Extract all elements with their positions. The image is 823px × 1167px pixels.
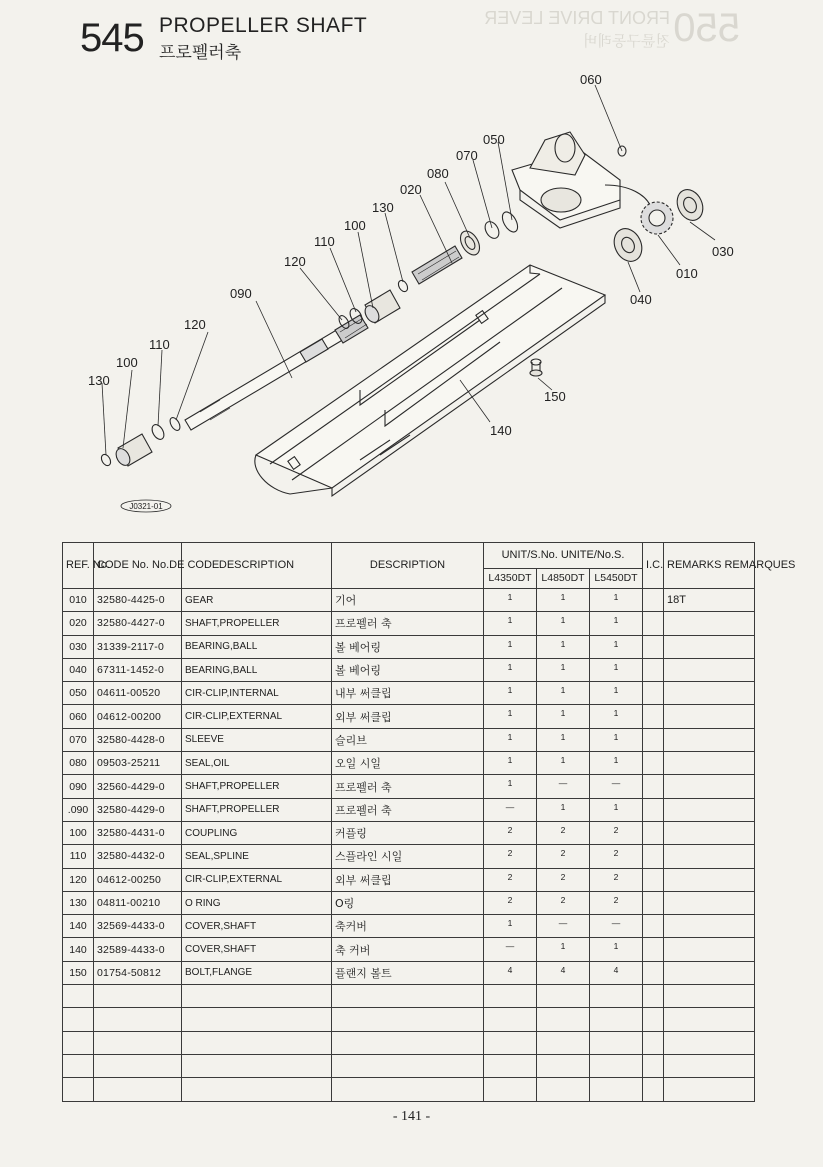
callout-070: 070 bbox=[456, 148, 478, 163]
code-cell: 32580-4427-0 bbox=[94, 612, 182, 635]
table-row bbox=[63, 752, 755, 775]
table-row bbox=[63, 868, 755, 891]
remarks-cell bbox=[664, 821, 755, 844]
remarks-cell bbox=[664, 1031, 755, 1054]
ref-cell: 030 bbox=[63, 635, 94, 658]
qty-l4850dt-cell: 2 bbox=[537, 845, 590, 868]
ref-cell: 100 bbox=[63, 821, 94, 844]
ref-cell: 040 bbox=[63, 658, 94, 681]
qty-l4850dt-cell: 1 bbox=[537, 705, 590, 728]
qty-l4850dt-cell: — bbox=[537, 775, 590, 798]
remarks-cell bbox=[664, 1054, 755, 1077]
qty-l4850dt-cell: 2 bbox=[537, 891, 590, 914]
table-row bbox=[63, 938, 755, 961]
section-number: 545 bbox=[80, 16, 144, 60]
gear-housing bbox=[512, 132, 650, 228]
ic-cell bbox=[643, 1031, 664, 1054]
page-number: - 141 - bbox=[392, 1109, 431, 1124]
description-en-cell: BEARING,BALL bbox=[182, 635, 332, 658]
table-row bbox=[63, 821, 755, 844]
remarks-cell bbox=[664, 728, 755, 751]
qty-l4350dt-cell: 2 bbox=[484, 868, 537, 891]
qty-l5450dt-cell bbox=[590, 1078, 643, 1101]
ref-cell: 130 bbox=[63, 891, 94, 914]
code-cell bbox=[94, 1054, 182, 1077]
code-cell: 31339-2117-0 bbox=[94, 635, 182, 658]
description-en-cell: CIR-CLIP,EXTERNAL bbox=[182, 868, 332, 891]
header-unit: UNIT/S.No. UNITE/No.S. bbox=[484, 543, 643, 569]
qty-l5450dt-cell: 2 bbox=[590, 821, 643, 844]
bleed-section-number: 550 bbox=[673, 6, 740, 50]
qty-l5450dt-cell: 2 bbox=[590, 891, 643, 914]
table-row bbox=[63, 775, 755, 798]
qty-l4850dt-cell: 1 bbox=[537, 658, 590, 681]
ref-cell bbox=[63, 1008, 94, 1031]
remarks-cell bbox=[664, 868, 755, 891]
header-model-l4350dt: L4350DT bbox=[484, 569, 537, 589]
callout-030: 030 bbox=[712, 244, 734, 259]
callout-150: 150 bbox=[544, 389, 566, 404]
table-row bbox=[63, 1008, 755, 1031]
remarks-cell bbox=[664, 752, 755, 775]
table-row bbox=[63, 705, 755, 728]
callout-100-upper: 100 bbox=[344, 218, 366, 233]
code-cell: 04611-00520 bbox=[94, 682, 182, 705]
code-cell: 04811-00210 bbox=[94, 891, 182, 914]
ic-cell bbox=[643, 961, 664, 984]
code-cell: 32580-4432-0 bbox=[94, 845, 182, 868]
callout-130-lower: 130 bbox=[88, 373, 110, 388]
exploded-parts-diagram bbox=[60, 60, 760, 530]
description-kr-cell: 스플라인 시일 bbox=[332, 845, 484, 868]
qty-l4850dt-cell: 2 bbox=[537, 868, 590, 891]
qty-l5450dt-cell: 1 bbox=[590, 682, 643, 705]
description-kr-cell: 플랜지 볼트 bbox=[332, 961, 484, 984]
qty-l4850dt-cell: 1 bbox=[537, 589, 590, 612]
table-row bbox=[63, 891, 755, 914]
description-en-cell: SLEEVE bbox=[182, 728, 332, 751]
description-kr-cell: 오일 시일 bbox=[332, 752, 484, 775]
code-cell: 32560-4429-0 bbox=[94, 775, 182, 798]
ic-cell bbox=[643, 1054, 664, 1077]
table-row bbox=[63, 961, 755, 984]
qty-l5450dt-cell: 1 bbox=[590, 658, 643, 681]
qty-l4350dt-cell: 4 bbox=[484, 961, 537, 984]
qty-l4350dt-cell: 1 bbox=[484, 752, 537, 775]
ic-cell bbox=[643, 728, 664, 751]
code-cell: 32569-4433-0 bbox=[94, 915, 182, 938]
table-row bbox=[63, 845, 755, 868]
ref-cell: 120 bbox=[63, 868, 94, 891]
qty-l5450dt-cell: 4 bbox=[590, 961, 643, 984]
description-kr-cell: 슬리브 bbox=[332, 728, 484, 751]
remarks-cell bbox=[664, 891, 755, 914]
header-ic: I.C. bbox=[643, 543, 664, 589]
qty-l4350dt-cell: 1 bbox=[484, 589, 537, 612]
ref-cell: .090 bbox=[63, 798, 94, 821]
qty-l4850dt-cell bbox=[537, 1054, 590, 1077]
qty-l5450dt-cell: 1 bbox=[590, 635, 643, 658]
header-remarks: REMARKS REMARQUES bbox=[664, 543, 755, 589]
qty-l4350dt-cell: — bbox=[484, 938, 537, 961]
qty-l4850dt-cell: — bbox=[537, 915, 590, 938]
callout-110-upper: 110 bbox=[314, 234, 335, 249]
header-ref-no: REF. No. bbox=[63, 543, 94, 589]
ref-cell bbox=[63, 1078, 94, 1101]
remarks-cell bbox=[664, 985, 755, 1008]
ref-cell bbox=[63, 1054, 94, 1077]
header-model-l5450dt: L5450DT bbox=[590, 569, 643, 589]
callout-050: 050 bbox=[483, 132, 505, 147]
description-en-cell: BOLT,FLANGE bbox=[182, 961, 332, 984]
code-cell: 32580-4425-0 bbox=[94, 589, 182, 612]
description-en-cell: BEARING,BALL bbox=[182, 658, 332, 681]
qty-l4850dt-cell: 4 bbox=[537, 961, 590, 984]
qty-l4850dt-cell bbox=[537, 1031, 590, 1054]
code-cell: 67311-1452-0 bbox=[94, 658, 182, 681]
ic-cell bbox=[643, 775, 664, 798]
remarks-cell bbox=[664, 612, 755, 635]
description-en-cell: CIR-CLIP,INTERNAL bbox=[182, 682, 332, 705]
table-row bbox=[63, 589, 755, 612]
qty-l5450dt-cell: 1 bbox=[590, 589, 643, 612]
description-kr-cell bbox=[332, 1078, 484, 1101]
code-cell: 04612-00250 bbox=[94, 868, 182, 891]
code-cell bbox=[94, 985, 182, 1008]
description-kr-cell: 축 커버 bbox=[332, 938, 484, 961]
figure-code-badge bbox=[121, 500, 171, 512]
ic-cell bbox=[643, 682, 664, 705]
qty-l5450dt-cell bbox=[590, 1031, 643, 1054]
qty-l4850dt-cell bbox=[537, 1078, 590, 1101]
qty-l4350dt-cell bbox=[484, 1054, 537, 1077]
table-row bbox=[63, 798, 755, 821]
ic-cell bbox=[643, 821, 664, 844]
qty-l5450dt-cell: 1 bbox=[590, 938, 643, 961]
remarks-cell bbox=[664, 961, 755, 984]
header-description-kr: DESCRIPTION bbox=[332, 543, 484, 589]
ic-cell bbox=[643, 938, 664, 961]
ref-cell: 010 bbox=[63, 589, 94, 612]
callout-140: 140 bbox=[490, 423, 512, 438]
code-cell: 04612-00200 bbox=[94, 705, 182, 728]
ic-cell bbox=[643, 891, 664, 914]
remarks-cell bbox=[664, 705, 755, 728]
remarks-cell bbox=[664, 915, 755, 938]
qty-l4350dt-cell bbox=[484, 985, 537, 1008]
code-cell: 32580-4428-0 bbox=[94, 728, 182, 751]
ic-cell bbox=[643, 589, 664, 612]
qty-l4350dt-cell bbox=[484, 1008, 537, 1031]
parts-table bbox=[62, 542, 796, 1102]
description-kr-cell: 기어 bbox=[332, 589, 484, 612]
qty-l5450dt-cell bbox=[590, 1008, 643, 1031]
callout-060: 060 bbox=[580, 72, 602, 87]
description-en-cell: COVER,SHAFT bbox=[182, 938, 332, 961]
description-en-cell bbox=[182, 1054, 332, 1077]
description-kr-cell: 볼 베어링 bbox=[332, 635, 484, 658]
qty-l5450dt-cell bbox=[590, 1054, 643, 1077]
remarks-cell bbox=[664, 845, 755, 868]
description-kr-cell: 프로펠러 축 bbox=[332, 612, 484, 635]
callout-080: 080 bbox=[427, 166, 449, 181]
description-en-cell: SHAFT,PROPELLER bbox=[182, 798, 332, 821]
flange-bolt-150 bbox=[530, 359, 542, 376]
ic-cell bbox=[643, 658, 664, 681]
qty-l4850dt-cell bbox=[537, 1008, 590, 1031]
qty-l4850dt-cell: 2 bbox=[537, 821, 590, 844]
remarks-cell bbox=[664, 1008, 755, 1031]
propeller-shaft-020 bbox=[412, 209, 521, 284]
remarks-cell bbox=[664, 658, 755, 681]
ic-cell bbox=[643, 752, 664, 775]
description-kr-cell: 볼 베어링 bbox=[332, 658, 484, 681]
description-en-cell: COVER,SHAFT bbox=[182, 915, 332, 938]
code-cell: 01754-50812 bbox=[94, 961, 182, 984]
ic-cell bbox=[643, 705, 664, 728]
description-kr-cell: 커플링 bbox=[332, 821, 484, 844]
bleed-title-en: FRONT DRIVE LEVER bbox=[484, 8, 670, 28]
qty-l5450dt-cell: 2 bbox=[590, 868, 643, 891]
table-row bbox=[63, 1078, 755, 1101]
description-kr-cell: 내부 써클립 bbox=[332, 682, 484, 705]
qty-l4850dt-cell: 1 bbox=[537, 798, 590, 821]
qty-l4350dt-cell: 1 bbox=[484, 705, 537, 728]
description-en-cell: SEAL,OIL bbox=[182, 752, 332, 775]
ref-cell: 060 bbox=[63, 705, 94, 728]
qty-l4850dt-cell: 1 bbox=[537, 728, 590, 751]
description-kr-cell: 축커버 bbox=[332, 915, 484, 938]
section-title-kr: 프로펠러축 bbox=[159, 43, 242, 63]
callout-120-lower: 120 bbox=[184, 317, 206, 332]
qty-l4350dt-cell: — bbox=[484, 798, 537, 821]
gear-and-bearings bbox=[609, 185, 708, 265]
qty-l4850dt-cell: 1 bbox=[537, 938, 590, 961]
header-code-no: CODE No. No.DE CODE bbox=[94, 543, 182, 589]
description-en-cell: SHAFT,PROPELLER bbox=[182, 612, 332, 635]
ic-cell bbox=[643, 798, 664, 821]
code-cell: 09503-25211 bbox=[94, 752, 182, 775]
remarks-cell bbox=[664, 798, 755, 821]
callout-040: 040 bbox=[630, 292, 652, 307]
table-row bbox=[63, 985, 755, 1008]
description-en-cell bbox=[182, 1031, 332, 1054]
code-cell: 32589-4433-0 bbox=[94, 938, 182, 961]
qty-l4850dt-cell bbox=[537, 985, 590, 1008]
qty-l5450dt-cell: 1 bbox=[590, 612, 643, 635]
qty-l4350dt-cell: 2 bbox=[484, 845, 537, 868]
callout-010: 010 bbox=[676, 266, 698, 281]
description-kr-cell bbox=[332, 1054, 484, 1077]
table-row bbox=[63, 612, 755, 635]
figure-code: J0321-01 bbox=[129, 502, 163, 511]
description-kr-cell bbox=[332, 1008, 484, 1031]
remarks-cell: 18T bbox=[664, 589, 755, 612]
ic-cell bbox=[643, 612, 664, 635]
description-kr-cell: 프로펠러 축 bbox=[332, 798, 484, 821]
qty-l4850dt-cell: 1 bbox=[537, 612, 590, 635]
description-en-cell bbox=[182, 985, 332, 1008]
description-kr-cell: 외부 써클립 bbox=[332, 705, 484, 728]
code-cell: 32580-4431-0 bbox=[94, 821, 182, 844]
ic-cell bbox=[643, 1008, 664, 1031]
table-row bbox=[63, 682, 755, 705]
table-row bbox=[63, 1054, 755, 1077]
qty-l4350dt-cell: 1 bbox=[484, 915, 537, 938]
description-kr-cell bbox=[332, 1031, 484, 1054]
code-cell bbox=[94, 1008, 182, 1031]
ref-cell: 140 bbox=[63, 938, 94, 961]
description-kr-cell: 외부 써클립 bbox=[332, 868, 484, 891]
qty-l5450dt-cell: — bbox=[590, 915, 643, 938]
parts-illustration bbox=[60, 60, 760, 530]
code-cell bbox=[94, 1078, 182, 1101]
table-row bbox=[63, 915, 755, 938]
callout-130-upper: 130 bbox=[372, 200, 394, 215]
ref-cell: 020 bbox=[63, 612, 94, 635]
shaft-cover-140 bbox=[255, 265, 605, 496]
ref-cell: 050 bbox=[63, 682, 94, 705]
qty-l4350dt-cell: 1 bbox=[484, 775, 537, 798]
remarks-cell bbox=[664, 635, 755, 658]
qty-l5450dt-cell: 1 bbox=[590, 798, 643, 821]
header-description-en: DESCRIPTION bbox=[182, 543, 332, 589]
qty-l4350dt-cell bbox=[484, 1078, 537, 1101]
callout-090: 090 bbox=[230, 286, 252, 301]
callout-120-upper: 120 bbox=[284, 254, 306, 269]
qty-l5450dt-cell: 2 bbox=[590, 845, 643, 868]
table-row bbox=[63, 635, 755, 658]
ic-cell bbox=[643, 868, 664, 891]
description-en-cell: SEAL,SPLINE bbox=[182, 845, 332, 868]
description-en-cell bbox=[182, 1078, 332, 1101]
code-cell bbox=[94, 1031, 182, 1054]
description-en-cell: GEAR bbox=[182, 589, 332, 612]
description-kr-cell: O링 bbox=[332, 891, 484, 914]
qty-l4350dt-cell: 2 bbox=[484, 891, 537, 914]
qty-l5450dt-cell: — bbox=[590, 775, 643, 798]
bleed-through-header bbox=[430, 6, 740, 56]
ref-cell: 140 bbox=[63, 915, 94, 938]
ref-cell bbox=[63, 1031, 94, 1054]
ic-cell bbox=[643, 635, 664, 658]
parts-table-body bbox=[63, 589, 755, 1102]
qty-l4850dt-cell: 1 bbox=[537, 635, 590, 658]
qty-l5450dt-cell: 1 bbox=[590, 705, 643, 728]
qty-l4350dt-cell: 1 bbox=[484, 612, 537, 635]
remarks-cell bbox=[664, 938, 755, 961]
description-en-cell bbox=[182, 1008, 332, 1031]
description-en-cell: O RING bbox=[182, 891, 332, 914]
qty-l5450dt-cell bbox=[590, 985, 643, 1008]
ic-cell bbox=[643, 985, 664, 1008]
code-cell: 32580-4429-0 bbox=[94, 798, 182, 821]
description-en-cell: SHAFT,PROPELLER bbox=[182, 775, 332, 798]
qty-l4350dt-cell: 2 bbox=[484, 821, 537, 844]
remarks-cell bbox=[664, 775, 755, 798]
left-coupling-group bbox=[100, 416, 182, 468]
description-kr-cell bbox=[332, 985, 484, 1008]
qty-l4350dt-cell: 1 bbox=[484, 682, 537, 705]
ic-cell bbox=[643, 845, 664, 868]
callout-100-lower: 100 bbox=[116, 355, 138, 370]
qty-l4350dt-cell: 1 bbox=[484, 635, 537, 658]
qty-l4350dt-cell: 1 bbox=[484, 728, 537, 751]
callout-110-lower: 110 bbox=[149, 337, 170, 352]
ref-cell: 090 bbox=[63, 775, 94, 798]
remarks-cell bbox=[664, 682, 755, 705]
qty-l4850dt-cell: 1 bbox=[537, 682, 590, 705]
section-title-en: PROPELLER SHAFT bbox=[159, 14, 368, 37]
qty-l4350dt-cell bbox=[484, 1031, 537, 1054]
ref-cell: 150 bbox=[63, 961, 94, 984]
callout-020: 020 bbox=[400, 182, 422, 197]
qty-l5450dt-cell: 1 bbox=[590, 752, 643, 775]
ic-cell bbox=[643, 1078, 664, 1101]
ic-cell bbox=[643, 915, 664, 938]
ref-cell: 110 bbox=[63, 845, 94, 868]
ref-cell: 080 bbox=[63, 752, 94, 775]
description-kr-cell: 프로펠러 축 bbox=[332, 775, 484, 798]
qty-l5450dt-cell: 1 bbox=[590, 728, 643, 751]
header-model-l4850dt: L4850DT bbox=[537, 569, 590, 589]
remarks-cell bbox=[664, 1078, 755, 1101]
description-en-cell: CIR-CLIP,EXTERNAL bbox=[182, 705, 332, 728]
description-en-cell: COUPLING bbox=[182, 821, 332, 844]
table-row bbox=[63, 658, 755, 681]
table-row bbox=[63, 728, 755, 751]
ref-cell: 070 bbox=[63, 728, 94, 751]
table-row bbox=[63, 1031, 755, 1054]
bleed-title-kr: 전륜구동레버 bbox=[583, 33, 670, 50]
ref-cell bbox=[63, 985, 94, 1008]
qty-l4850dt-cell: 1 bbox=[537, 752, 590, 775]
qty-l4350dt-cell: 1 bbox=[484, 658, 537, 681]
